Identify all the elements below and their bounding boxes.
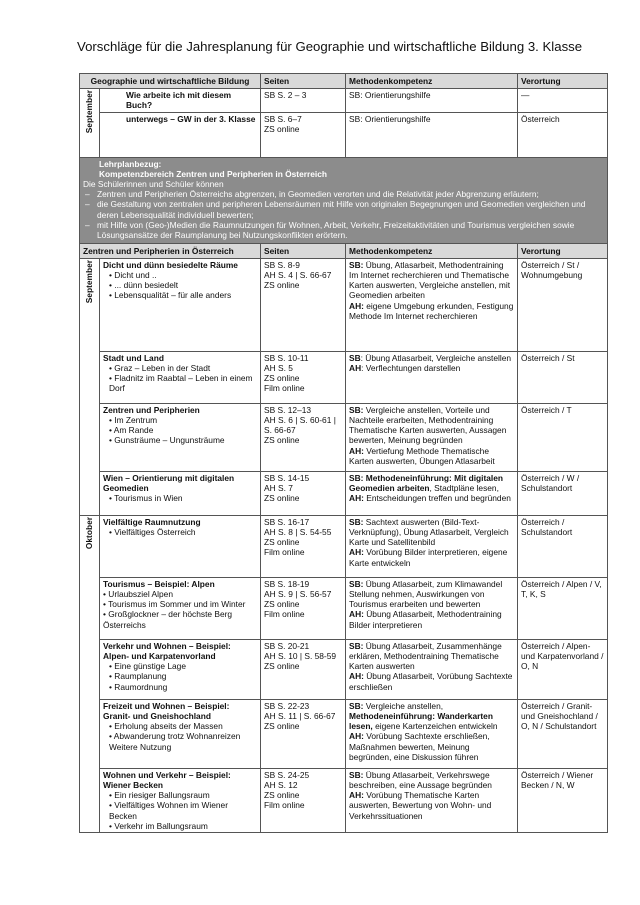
month-label: September: [80, 89, 100, 157]
place-cell: Österreich: [518, 112, 608, 157]
pages-cell: SB S. 8-9 AH S. 4 | S. 66-67 ZS online: [261, 258, 346, 351]
method-cell: SB: Orientierungshilfe: [346, 112, 518, 157]
curriculum-area: Kompetenzbereich Zentren und Peripherien in Österreich: [99, 168, 328, 179]
table-row: [80, 515, 608, 577]
topic-cell: Verkehr und Wohnen – Beispiel: Alpen- und Karpatenvorland • Eine günstige Lage • Raumplanung • Raumordnung: [100, 639, 261, 699]
table-row: [80, 577, 608, 639]
pages-cell: SB S. 2 – 3: [261, 89, 346, 112]
curriculum-heading: Lehrplanbezug:: [99, 158, 162, 169]
header-method: Methodenkompetenz: [346, 243, 518, 258]
curriculum-item: – mit Hilfe von (Geo-)Medien die Raumnutzungen für Wohnen, Arbeit, Verkehr, Freizeitaktivitäten und Tourismus vergleichen sowie Lösungsansätze der Raumplanung bei Nutzungskonflikten erörtern.: [83, 220, 604, 240]
topic-cell: Tourismus – Beispiel: Alpen • Urlaubsziel Alpen • Tourismus im Sommer und im Winter • Großglockner – der höchste Berg Österreichs: [100, 577, 261, 639]
pages-cell: SB S. 20-21 AH S. 10 | S. 58-59 ZS online: [261, 639, 346, 699]
topic-cell: Zentren und Peripherien • Im Zentrum • Am Rande • Gunsträume – Ungunsträume: [100, 403, 261, 471]
topic-cell: Wohnen und Verkehr – Beispiel: Wiener Becken • Ein riesiger Ballungsraum • Vielfältiges Wohnen im Wiener Becken • Verkehr im Ballungsraum: [100, 768, 261, 832]
place-cell: Österreich / W / Schulstandort: [518, 471, 608, 515]
table-row: [80, 471, 608, 515]
topic-cell: Dicht und dünn besiedelte Räume • Dicht und .. • ... dünn besiedelt • Lebensqualität – für alle anders: [100, 258, 261, 351]
place-cell: —: [518, 89, 608, 112]
pages-cell: SB S. 24-25 AH S. 12 ZS online Film online: [261, 768, 346, 832]
table-header-row: [80, 74, 608, 89]
curriculum-box: [80, 157, 608, 243]
header-place: Verortung: [518, 74, 608, 89]
curriculum-row: [80, 157, 608, 243]
place-cell: Österreich / T: [518, 403, 608, 471]
table-row: [80, 768, 608, 832]
month-label: September: [80, 258, 100, 515]
table-row: [80, 351, 608, 403]
table-row: [80, 89, 608, 112]
curriculum-intro: Die Schülerinnen und Schüler können: [83, 179, 224, 190]
document-title: Vorschläge für die Jahresplanung für Geographie und wirtschaftliche Bildung 3. Klasse: [77, 39, 583, 54]
header-subject: Zentren und Peripherien in Österreich: [80, 243, 261, 258]
topic-cell: Wien – Orientierung mit digitalen Geomedien • Tourismus in Wien: [100, 471, 261, 515]
topic-cell: Stadt und Land • Graz – Leben in der Stadt • Fladnitz im Raabtal – Leben in einem Dorf: [100, 351, 261, 403]
place-cell: Österreich / Alpen / V, T, K, S: [518, 577, 608, 639]
place-cell: Österreich / Alpen- und Karpatenvorland / O, N: [518, 639, 608, 699]
planning-table: [79, 73, 608, 833]
pages-cell: SB S. 12–13 AH S. 6 | S. 60-61 | S. 66-67 ZS online: [261, 403, 346, 471]
header-subject: Geographie und wirtschaftliche Bildung: [80, 74, 261, 89]
method-cell: SB: Sachtext auswerten (Bild-Text-Verknüpfung), Übung Atlasarbeit, Vergleich Karte und Satellitenbild AH: Vorübung Bilder interpretieren, eigene Karte entwickeln: [346, 515, 518, 577]
method-cell: SB: Übung Atlasarbeit, Verkehrswege beschreiben, eine Aussage begründen AH: Vorübung Thematische Karten auswerten, Bewertung von Wohn- und Verkehrssituationen: [346, 768, 518, 832]
topic-cell: unterwegs – GW in der 3. Klasse: [100, 112, 261, 157]
pages-cell: SB S. 14-15 AH S. 7 ZS online: [261, 471, 346, 515]
method-cell: SB: Übung Atlasarbeit, zum Klimawandel Stellung nehmen, Auswirkungen von Tourismus erarbeiten und bewerten AH: Übung Atlasarbeit, Methodentraining Bilder interpretieren: [346, 577, 518, 639]
pages-cell: SB S. 16-17 AH S. 8 | S. 54-55 ZS online Film online: [261, 515, 346, 577]
place-cell: Österreich / Granit- und Gneishochland / O, N / Schulstandort: [518, 699, 608, 768]
curriculum-item: – die Gestaltung von zentralen und peripheren Lebensräumen mit Hilfe von originalen Begegnungen und Geomedien vergleichen und deren Lebensqualität individuell bewerten;: [83, 199, 604, 219]
place-cell: Österreich / St / Wohnumgebung: [518, 258, 608, 351]
pages-cell: SB S. 6–7 ZS online: [261, 112, 346, 157]
topic-cell: Vielfältige Raumnutzung • Vielfältiges Österreich: [100, 515, 261, 577]
pages-cell: SB S. 18-19 AH S. 9 | S. 56-57 ZS online Film online: [261, 577, 346, 639]
table-header-row: [80, 243, 608, 258]
table-row: [80, 112, 608, 157]
table-row: [80, 699, 608, 768]
method-cell: SB: Methodeneinführung: Mit digitalen Geomedien arbeiten, Stadtpläne lesen, AH: Entscheidungen treffen und begründen: [346, 471, 518, 515]
method-cell: SB: Übung Atlasarbeit, Zusammenhänge erklären, Methodentraining Thematische Karten auswerten AH: Übung Atlasarbeit, Vorübung Sachtexte erschließen: [346, 639, 518, 699]
table-row: [80, 258, 608, 351]
topic-cell: Freizeit und Wohnen – Beispiel: Granit- und Gneishochland • Erholung abseits der Massen • Abwanderung trotz Wohnanreizen Weitere Nutzung: [100, 699, 261, 768]
month-label: Oktober: [80, 515, 100, 832]
header-pages: Seiten: [261, 74, 346, 89]
method-cell: SB: Übung Atlasarbeit, Vergleiche anstellen AH: Verflechtungen darstellen: [346, 351, 518, 403]
place-cell: Österreich / St: [518, 351, 608, 403]
topic-cell: Wie arbeite ich mit diesem Buch?: [100, 89, 261, 112]
method-cell: SB: Vergleiche anstellen, Methodeneinführung: Wanderkarten lesen, eigene Kartenzeichen entwickeln AH: Vorübung Sachtexte erschließen, Maßnahmen bewerten, Meinung begründen, eine Diskussion führen: [346, 699, 518, 768]
table-row: [80, 639, 608, 699]
method-cell: SB: Vergleiche anstellen, Vorteile und Nachteile erarbeiten, Methodentraining Thematische Karten auswerten, Aussagen bewerten, Meinung begründen AH: Vertiefung Methode Thematische Karten auswerten, Übungen Atlasarbeit: [346, 403, 518, 471]
pages-cell: SB S. 22-23 AH S. 11 | S. 66-67 ZS online: [261, 699, 346, 768]
curriculum-item: – Zentren und Peripherien Österreichs abgrenzen, in Geomedien verorten und die Relativität jeder Abgrenzung erläutern;: [83, 189, 604, 199]
method-cell: SB: Orientierungshilfe: [346, 89, 518, 112]
header-pages: Seiten: [261, 243, 346, 258]
place-cell: Österreich / Wiener Becken / N, W: [518, 768, 608, 832]
table-row: [80, 403, 608, 471]
pages-cell: SB S. 10-11 AH S. 5 ZS online Film online: [261, 351, 346, 403]
place-cell: Österreich / Schulstandort: [518, 515, 608, 577]
header-place: Verortung: [518, 243, 608, 258]
method-cell: SB: Übung, Atlasarbeit, Methodentraining Im Internet recherchieren und Thematische Karten auswerten, Vergleiche anstellen, mit Geomedien arbeiten AH: eigene Umgebung erkunden, Festigung Methode Im Internet recherchieren: [346, 258, 518, 351]
header-method: Methodenkompetenz: [346, 74, 518, 89]
